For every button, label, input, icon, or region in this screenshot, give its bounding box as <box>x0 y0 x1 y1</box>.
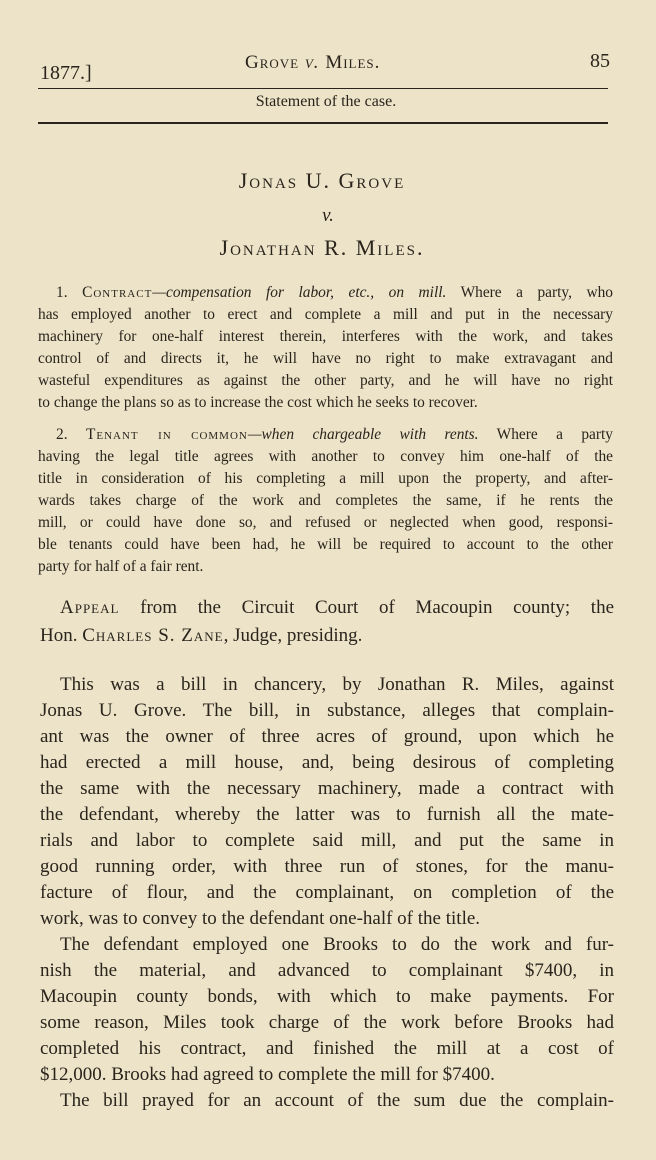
headnote-line: having the legal title agrees with another to convey him one-half of the <box>38 448 613 465</box>
appeal-line2-rest: , Judge, presiding. <box>223 625 363 646</box>
body-line: Macoupin county bonds, with which to make payments. For <box>40 986 614 1007</box>
headnote-line: Where a party <box>478 426 613 443</box>
statement-body <box>40 672 614 1114</box>
body-paragraph-2 <box>40 932 614 1088</box>
headnote-topic: Tenant in common <box>85 426 248 443</box>
headnote-line: title in consideration of his completing a mill upon the property, and after- <box>38 470 613 487</box>
headnote-subtopic: —compensation for labor, etc., on mill. <box>152 284 447 301</box>
body-line: nish the material, and advanced to complainant $7400, in <box>40 960 614 981</box>
appeal-prefix: Hon. <box>40 625 83 646</box>
appeal-word: Appeal <box>60 597 120 618</box>
body-line: facture of flour, and the complainant, on completion of the <box>40 882 614 903</box>
body-line: work, was to convey to the defendant one-half of the title. <box>40 908 481 929</box>
body-line: ant was the owner of three acres of ground, upon which he <box>40 726 614 747</box>
appeal-line-rest: from the Circuit Court of Macoupin county; the <box>119 597 614 618</box>
versus-label: v. <box>322 205 334 226</box>
running-title-v: v. <box>304 52 320 73</box>
headnote-subtopic: —when chargeable with rents. <box>247 426 479 443</box>
body-line: the same with the necessary machinery, made a contract with <box>40 778 614 799</box>
body-paragraph-1 <box>40 672 614 932</box>
headnote-number: 2. <box>56 426 68 443</box>
year-label: 1877.] <box>40 62 92 84</box>
headnote-line: wards takes charge of the work and completes the same, if he rents the <box>38 492 613 509</box>
body-line: The defendant employed one Brooks to do the work and fur- <box>60 934 614 955</box>
headnote-1 <box>38 282 613 414</box>
appeal-statement <box>40 594 614 650</box>
subhead-text: Statement of the case. <box>255 93 397 110</box>
headnote-line: wasteful expenditures as against the other party, and he will have no right <box>38 372 613 389</box>
body-line: completed his contract, and finished the mill at a cost of <box>40 1038 614 1059</box>
body-line: $12,000. Brooks had agreed to complete the mill for $7400. <box>40 1064 495 1085</box>
page-number: 85 <box>590 50 610 72</box>
header-rule-bottom <box>38 122 608 124</box>
running-title-right: Miles. <box>325 52 381 73</box>
body-line: This was a bill in chancery, by Jonathan R. Miles, against <box>60 674 614 695</box>
headnote-topic: Contract <box>82 284 153 301</box>
headnote-2 <box>38 424 613 578</box>
headnote-line: has employed another to erect and complete a mill and put in the necessary <box>38 306 613 323</box>
headnote-line: mill, or could have done so, and refused or neglected when good, responsi- <box>38 514 613 531</box>
defendant-name: Jonathan R. Miles. <box>219 235 425 260</box>
body-paragraph-3 <box>40 1088 614 1114</box>
headnote-line: ble tenants could have been had, he will be required to account to the other <box>38 536 613 553</box>
headnote-line: Where a party, who <box>446 284 613 301</box>
headnote-line: to change the plans so as to increase the cost which he seeks to recover. <box>38 394 478 411</box>
headnote-number: 1. <box>56 284 68 301</box>
subhead <box>0 93 656 111</box>
body-line: had erected a mill house, and, being desirous of completing <box>40 752 614 773</box>
headnote-line: party for half of a fair rent. <box>38 558 204 575</box>
body-line: Jonas U. Grove. The bill, in substance, alleges that complain- <box>40 700 614 721</box>
body-line: the defendant, whereby the latter was to furnish all the mate- <box>40 804 614 825</box>
body-line: rials and labor to complete said mill, and put the same in <box>40 830 614 851</box>
running-title-left: Grove <box>245 52 300 73</box>
headnote-line: machinery for one-half interest therein, interferes with the work, and takes <box>38 328 613 345</box>
body-line: some reason, Miles took charge of the work before Brooks had <box>40 1012 614 1033</box>
running-title <box>245 52 380 74</box>
headnote-line: control of and directs it, he will have no right to make extravagant and <box>38 350 613 367</box>
judge-name: Charles S. Zane <box>82 625 224 646</box>
plaintiff-name: Jonas U. Grove <box>238 168 406 193</box>
header-rule-top <box>38 88 608 89</box>
body-line: good running order, with three run of stones, for the manu- <box>40 856 614 877</box>
body-line: The bill prayed for an account of the sum due the complain- <box>60 1090 614 1111</box>
running-head <box>0 50 656 84</box>
